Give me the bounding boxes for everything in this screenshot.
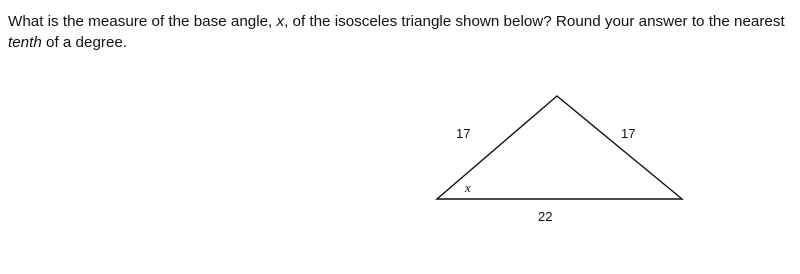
- question-part-1: What is the measure of the base angle,: [8, 13, 277, 30]
- left-side-label: 17: [456, 126, 471, 141]
- question-part-2: , of the isosceles triangle shown below? Round your answer to the nearest: [284, 13, 785, 30]
- base-angle-label: x: [465, 180, 471, 195]
- base-label: 22: [538, 209, 553, 224]
- right-side-label: 17: [621, 126, 636, 141]
- question-emphasis: tenth: [8, 34, 42, 51]
- question-variable-x: x: [276, 13, 285, 30]
- question-part-3: of a degree.: [41, 34, 128, 51]
- triangle-shape: [437, 96, 682, 199]
